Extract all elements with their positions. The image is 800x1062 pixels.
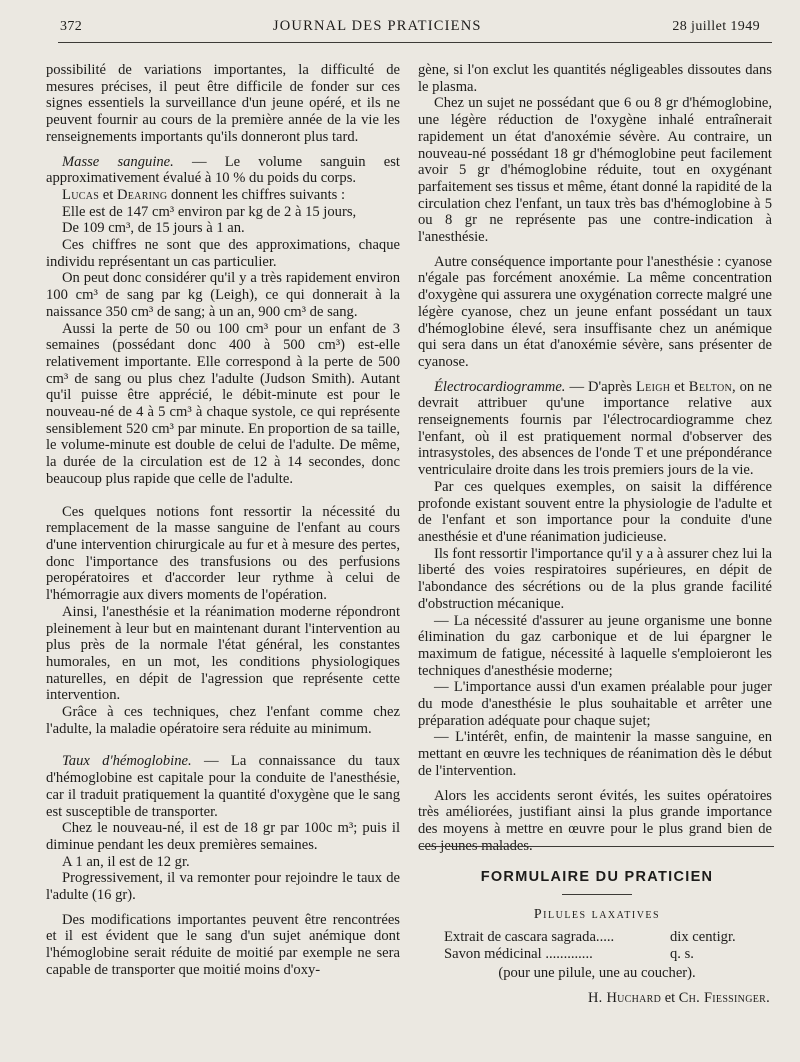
section-heading: Masse sanguine. xyxy=(62,153,174,170)
paragraph-taux-hemoglobine: Taux d'hémoglobine. — La connaissance du taux d'hémoglobine est capitale pour la conduite de l'anesthésie, car il traduit pratiquement la quantité d'oxygène que le sang est susceptible de transporter. xyxy=(46,753,401,820)
paragraph: Par ces quelques exemples, on saisit la différence profonde existant souvent entre la physiologie de l'adulte et de l'enfant et son importance pour la conduite d'une anesthésie et d'une réanimation judicieuse. xyxy=(418,478,772,545)
author-name: Dearing xyxy=(116,186,168,203)
ingredient-name: Savon médicinal ............. xyxy=(444,946,593,962)
title-divider xyxy=(562,894,632,895)
left-column xyxy=(46,62,400,979)
prescription-note: (pour une pilule, une au coucher). xyxy=(498,965,696,981)
paragraph: Progressivement, il va remonter pour rejoindre le taux de l'adulte (16 gr). xyxy=(46,870,400,904)
right-column xyxy=(418,62,772,854)
paragraph: Chez le nouveau-né, il est de 18 gr par 100c m³; puis il diminue pendant les deux premières semaines. xyxy=(46,820,400,853)
paragraph: gène, si l'on exclut les quantités négligeables dissoutes dans le plasma. xyxy=(418,62,772,95)
paragraph: Ces quelques notions font ressortir la nécessité du remplacement de la masse sanguine de l'enfant au cours d'une intervention chirurgicale au fur et à mesure des pertes, donc l'importance des transfusions ou des perfusions peropératoires et d'accorder leur rythme à celui de l'hémorragie aux divers moments de l'opération. xyxy=(46,503,400,604)
prescription-item xyxy=(420,929,774,946)
prescription-authors: H. Huchard et Ch. Fiessinger. xyxy=(587,990,770,1006)
formulaire-title: FORMULAIRE DU PRATICIEN xyxy=(480,869,714,885)
paragraph: Grâce à ces techniques, chez l'enfant comme chez l'adulte, la maladie opératoire sera réduite au minimum. xyxy=(46,704,400,737)
formulaire-box xyxy=(420,846,774,1007)
section-heading: Électrocardiogramme. xyxy=(434,378,566,395)
paragraph: De 109 cm³, de 15 jours à 1 an. xyxy=(62,220,245,237)
prescription-item xyxy=(420,946,774,963)
formulaire-subtitle: Pilules laxatives xyxy=(533,907,661,922)
paragraph: Lucas et Dearing donnent les chiffres suivants : xyxy=(62,186,346,203)
author-name: Leigh xyxy=(635,378,671,395)
paragraph: On peut donc considérer qu'il y a très rapidement environ 100 cm³ de sang par kg (Leigh), ce qui donnerait à la naissance 350 cm³ de sang; à un an, 900 cm³ de sang. xyxy=(46,270,400,320)
section-heading: Taux d'hémoglobine. xyxy=(62,753,192,770)
page-header xyxy=(60,18,760,40)
ingredient-name: Extrait de cascara sagrada..... xyxy=(444,929,615,945)
paragraph: possibilité de variations importantes, la difficulté de mesures précises, il peut être difficile de fonder sur ces signes essentiels la surveillance d'un jeune opéré, et ils ne peuvent fournir au cours de la première année de la vie les renseignements importants qu'ils donneront plus tard. xyxy=(46,62,400,145)
paragraph: Aussi la perte de 50 ou 100 cm³ pour un enfant de 3 semaines (possédant donc 400 à 500 cm³) est-elle relativement importante. Elle correspond à la perte de 500 cm³ de sang ou plus chez l'adulte (Judson Smith). Autant qu'il puisse être apprécié, le débit-minute est pour le nouveau-né de 4 à 5 cm³ à chaque systole, ce qui représente sensiblement 520 cm³ par minute. En proportion de sa taille, le volume-minute est double de celui de l'adulte. De même, la durée de la circulation est de 12 à 14 secondes, donc beaucoup plus rapide que celle de l'adulte. xyxy=(46,320,400,487)
paragraph: Elle est de 147 cm³ environ par kg de 2 à 15 jours, xyxy=(62,203,357,220)
ingredient-dose: dix centigr. xyxy=(670,929,736,945)
paragraph: Alors les accidents seront évités, les suites opératoires très améliorées, justifiant ainsi la plus grande importance des moyens à mettre en œuvre pour le plus grand bien de ces jeunes malades. xyxy=(418,787,772,854)
paragraph: A 1 an, il est de 12 gr. xyxy=(62,853,190,870)
prescription-list xyxy=(420,929,774,963)
paragraph: Des modifications importantes peuvent être rencontrées et il est évident que le sang d'un sujet anémique dont l'hémoglobine serait réduite de moitié par exemple ne sera capable de transporter que moitié moins d'oxy- xyxy=(46,911,400,978)
author-name: Lucas xyxy=(62,186,100,203)
paragraph: Ces chiffres ne sont que des approximations, chaque individu représentant un cas particulier. xyxy=(46,237,400,270)
paragraph: Autre conséquence importante pour l'anesthésie : cyanose n'égale pas forcément anoxémie. La même concentration d'oxygène qui assurera une oxygénation correcte malgré une légère cyanose, chez un jeune enfant possédant un taux d'hémoglobine élevé, sera insuffisante chez un anémique qui sera dans un état d'anoxémie sévère, sans présenter de cyanose. xyxy=(418,253,772,370)
paragraph: Ils font ressortir l'importance qu'il y a à assurer chez lui la liberté des voies respiratoires supérieures, en dépit de l'abondance des sécrétions ou de la plus grande facilité d'obstruction mécanique. xyxy=(418,545,772,612)
page-number: 372 xyxy=(60,19,83,34)
ingredient-dose: q. s. xyxy=(670,946,694,962)
paragraph-electrocardiogramme: Électrocardiogramme. — D'après Leigh et Belton, on ne devrait attribuer qu'une importance relative aux renseignements fournis par l'électrocardiogramme chez l'enfant, où il est pratiquement normal d'observer des intrasystoles, des absences de l'onde T et une prépondérance ventriculaire droite dans les trois premiers jours de la vie. xyxy=(418,378,772,479)
paragraph: — L'importance aussi d'un examen préalable pour juger du mode d'anesthésie le plus souhaitable et arrêter une préparation adéquate pour chaque sujet; xyxy=(418,679,772,729)
journal-title: JOURNAL DES PRATICIENS xyxy=(272,18,482,34)
paragraph: Chez un sujet ne possédant que 6 ou 8 gr d'hémoglobine, une légère réduction de l'oxygène inhalé entraînerait rapidement un état d'anoxémie sévère. Au contraire, un nouveau-né possédant 18 gr d'hémoglobine peut facilement avoir 5 gr d'hémoglobine réduite, tout en oxygénant parfaitement ses tissus et même, étant donné la rapidité de la circulation chez l'enfant, un taux très bas d'hémoglobine à 5 ou 8 gr ne représente pas une contre-indication à l'anesthésie. xyxy=(418,95,772,246)
header-rule xyxy=(58,42,772,43)
issue-date: 28 juillet 1949 xyxy=(672,19,760,34)
author-name: Belton xyxy=(688,378,732,395)
paragraph-masse-sanguine: Masse sanguine. — Le volume sanguin est approximativement évalué à 10 % du poids du corps. xyxy=(46,153,400,187)
paragraph: Ainsi, l'anesthésie et la réanimation moderne répondront pleinement à leur but en maintenant durant l'intervention au plus près de la normale l'état général, les constantes humorales, en un mot, les conditions physiologiques naturelles, en dépit de l'agression que représente cette intervention. xyxy=(46,603,400,704)
paragraph: — La nécessité d'assurer au jeune organisme une bonne élimination du gaz carbonique et de lui épargner le maximum de fatigue, nécessité à laquelle s'emploieront les techniques d'anesthésie moderne; xyxy=(418,612,772,679)
paragraph: — L'intérêt, enfin, de maintenir la masse sanguine, en mettant en œuvre les techniques de réanimation dès le début de l'intervention. xyxy=(418,729,772,779)
